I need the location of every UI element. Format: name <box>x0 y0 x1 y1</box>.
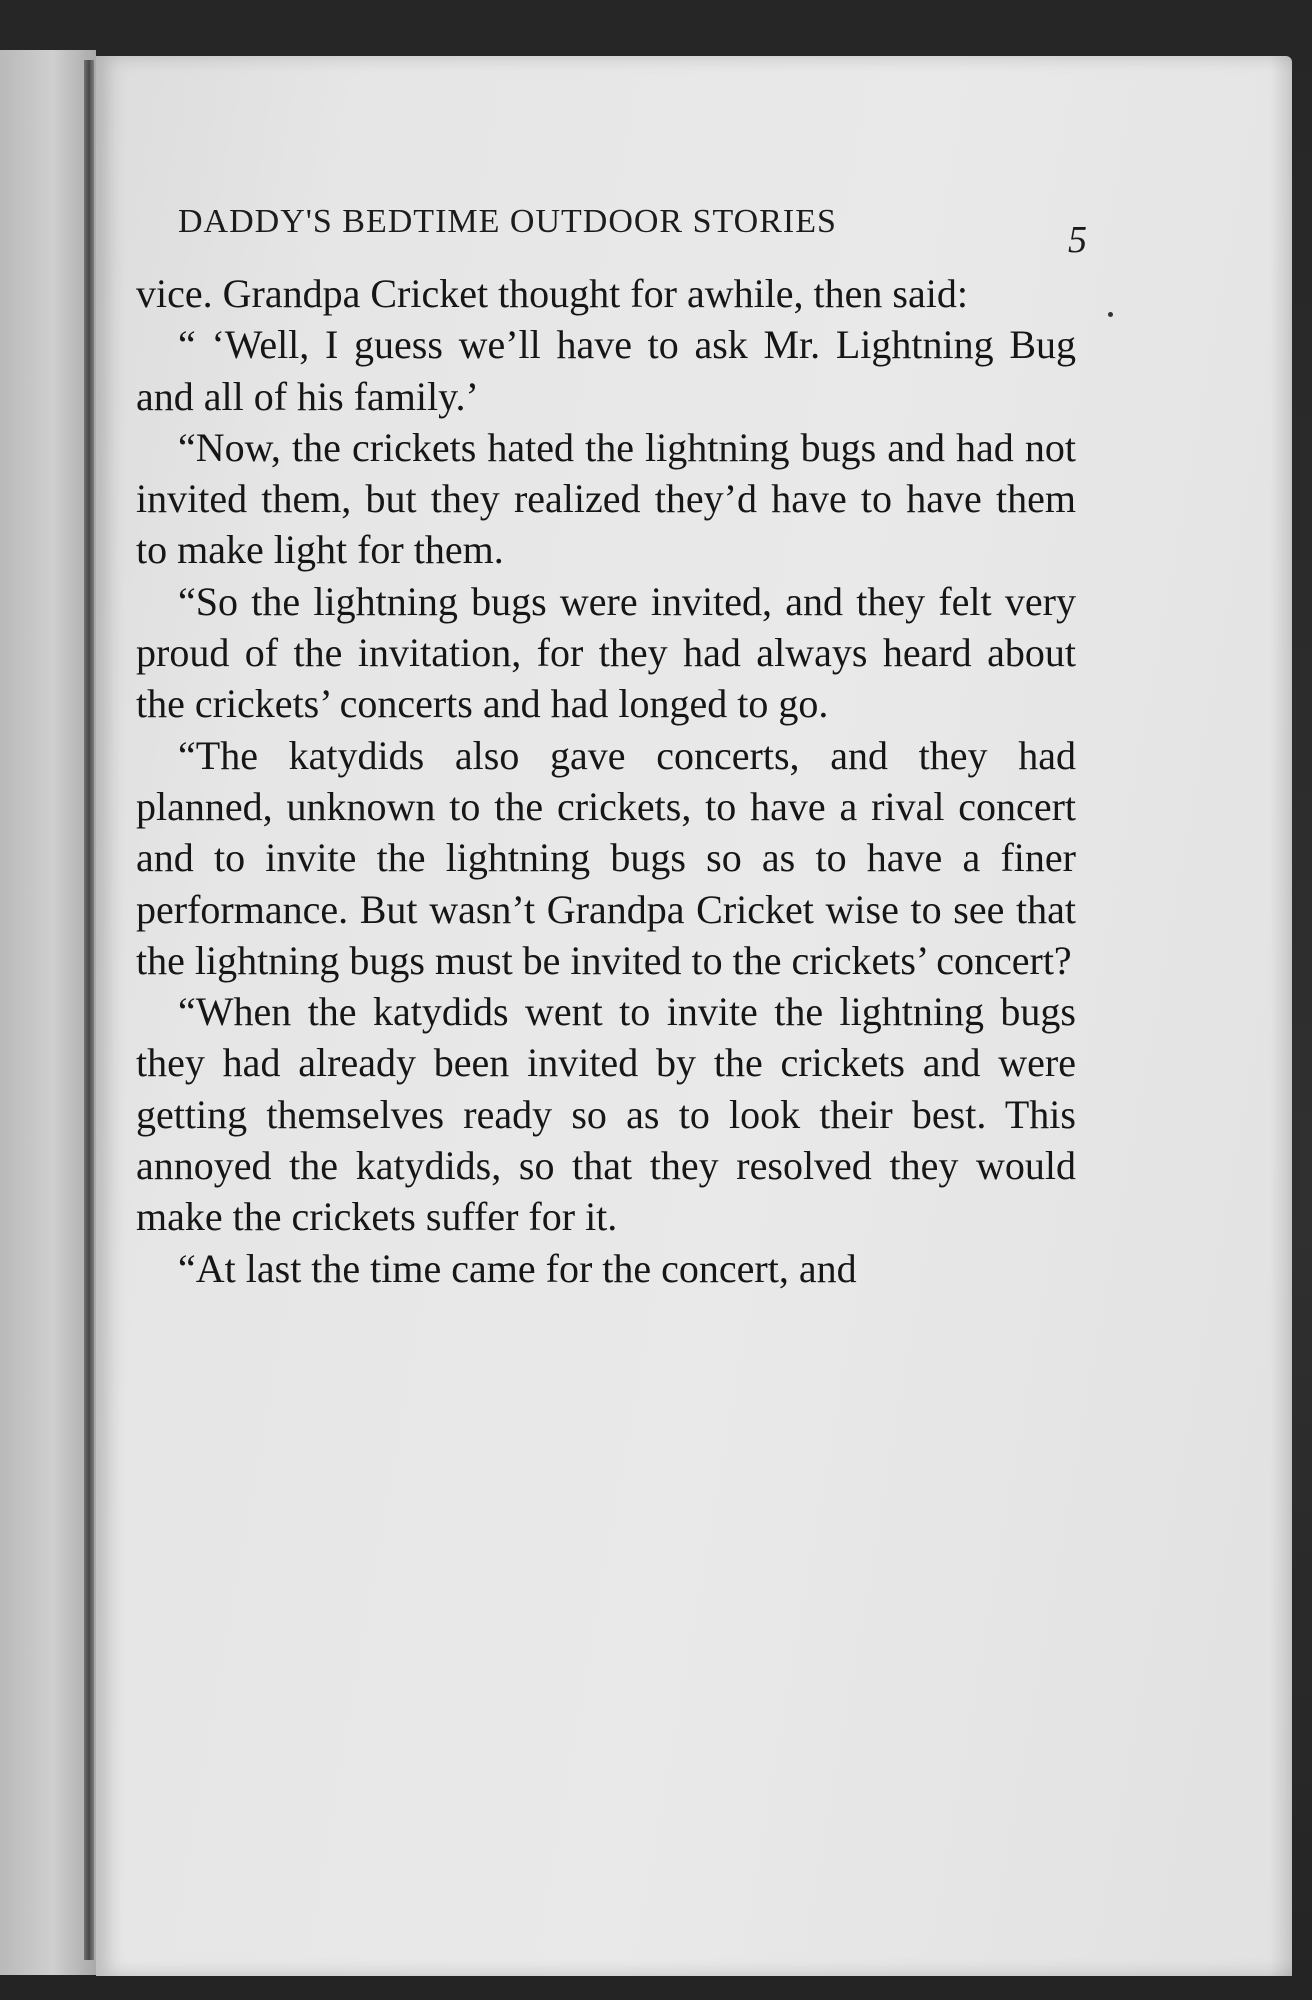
book-gutter <box>84 60 94 1960</box>
paragraph: “So the lightning bugs were invited, and they felt very proud of the invitation, for they had always heard about the crickets’ concerts and had longed to go. <box>136 578 1076 727</box>
paragraph: “At last the time came for the concert, and <box>178 1245 857 1291</box>
paragraph: vice. Grandpa Cricket thought for awhile, then said: <box>136 271 968 316</box>
page-number: 5 <box>1068 219 1087 261</box>
ink-speck <box>1108 312 1113 317</box>
page-shadow-edge <box>1270 56 1292 1976</box>
body-text <box>136 268 1076 1294</box>
paragraph: “The katydids also gave concerts, and they had planned, unknown to the crickets, to have a rival concert and to invite the lightning bugs so as to have a finer performance. But wasn’t Grandpa Cricket wise to see that the lightning bugs must be invited to the crickets’ concert? <box>136 732 1076 983</box>
paragraph: “Now, the crickets hated the lightning bugs and had not invited them, but they realized they’d have to have them to make light for them. <box>136 424 1076 573</box>
paragraph: “ ‘Well, I guess we’ll have to ask Mr. Lightning Bug and all of his family.’ <box>136 322 1076 419</box>
paragraph: “When the katydids went to invite the lightning bugs they had already been invited by the crickets and were getting themselves ready so as to look their best. This annoyed the katydids, so that they resolved they would make the crickets suffer for it. <box>136 989 1076 1240</box>
running-head: DADDY'S BEDTIME OUTDOOR STORIES <box>178 203 837 240</box>
facing-page-edge <box>0 50 96 1975</box>
